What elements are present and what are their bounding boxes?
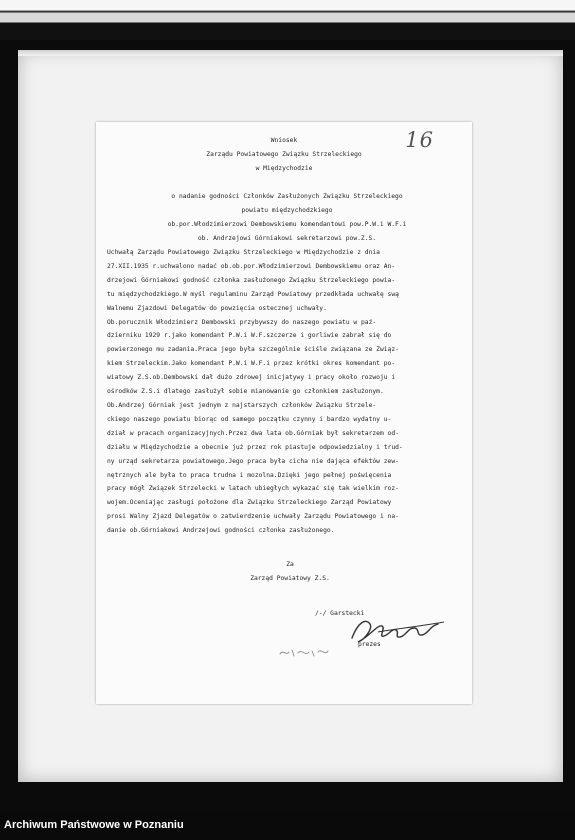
body-line: Ob.Andrzej Górniak jest jednym z najstarszych członków Związku Strzele- xyxy=(107,401,377,409)
body-line: wiatowy Z.S.ob.Dembowski dał dużo zdrowej inicjatywy i pracy około rozwoju i xyxy=(107,374,396,382)
body-line: prosi Walny Zjazd Delegatów o zatwierdzenie uchwały Zarządu Powiatowego i na- xyxy=(107,513,399,521)
typed-document xyxy=(96,122,472,704)
body-line: dzierniku 1929 r.jako komendant P.W.i W.F.szczerze i gorliwie zabrał się do xyxy=(107,332,392,340)
document-body xyxy=(107,246,462,538)
closing-block xyxy=(240,558,340,586)
body-line: kiem Strzeleckim.Jako komendant P.W.i W.F.i przez krótki okres komendant po- xyxy=(107,360,396,368)
archive-footer: Archiwum Państwowe w Poznaniu xyxy=(0,810,575,840)
subject-line: o nadanie godności Członków Zasłużonych Związku Strzeleckiego xyxy=(171,193,403,200)
body-line: pracy mógł Związek Strzelecki w latach ubiegłych wykazać się tak wielkim roz- xyxy=(107,485,399,493)
page-number: 16 xyxy=(405,128,434,152)
closing-line: Zarząd Powiatowy Z.S. xyxy=(250,574,330,582)
body-line: powierzonego mu zadania.Praca jego była szczególnie ściśle związana ze Związ- xyxy=(107,346,399,354)
body-line: Ob.porucznik Włodzimierz Dembowski przybywszy do naszego powiatu w paź- xyxy=(107,318,377,326)
body-line: nętrznych ale była to praca trudna i mozolna.Dzięki jego pełnej poświęcenia xyxy=(107,471,392,479)
body-line: dział w pracach organizacyjnych.Przez dwa lata ob.Górniak był sekretarzem od- xyxy=(107,429,399,437)
closing-line: Za xyxy=(286,561,294,568)
body-line: ośrodków Z.S.i dlatego zasłużył sobie mianowanie go członkiem zasłużonym. xyxy=(107,388,384,396)
body-line: ny urząd sekretarza powiatowego.Jego praca była cicha nie dająca efektów zew- xyxy=(107,457,399,465)
body-line: danie ob.Górniakowi Andrzejowi godności członka zasłużonego. xyxy=(107,527,335,535)
page-fold xyxy=(18,50,563,56)
subject-line: powiatu międzychodzkiego xyxy=(241,206,333,214)
header-line: Wniosek xyxy=(270,137,298,144)
body-line: tu międzychodzkiego.W myśl regulaminu Zarząd Powiatowy przedkłada uchwałę swą xyxy=(107,290,399,298)
handwritten-note xyxy=(278,644,330,660)
document-header xyxy=(96,128,472,176)
body-line: ckiego naszego powiatu biorąc od samego początku czynny i bardzo wydatny u- xyxy=(107,415,392,423)
header-line: Zarządu Powiatowego Związku Strzeleckiego xyxy=(206,150,362,158)
signatory-name: /-/ Garstecki xyxy=(315,610,365,617)
body-line: działu w Międzychodzie a obecnie już przez rok piastuje odpowiedzialny i trud- xyxy=(107,443,403,451)
subject-line: ob. Andrzejowi Górniakowi sekretarzowi pow.Z.S. xyxy=(197,234,377,242)
body-line: Uchwałą Zarządu Powiatowego Związku Strzeleckiego w Międzychodzie z dnia xyxy=(107,249,380,256)
body-line: drzejowi Górniakowi godność członka zasłużonego Związku Strzeleckiego powia- xyxy=(107,276,396,284)
subject-line: ob.por.Włodzimierzowi Dembowskiemu komendantowi pow.P.W.i W.F.i xyxy=(167,220,407,228)
signatory-role: prezes xyxy=(358,641,381,648)
body-line: Walnemu Zjazdowi Delegatów do powzięcia ostecznej uchwały. xyxy=(107,304,327,312)
header-line: w Międzychodzie xyxy=(255,164,313,172)
body-line: 27.XII.1935 r.uchwalono nadać ob.ob.por.Włodzimierzowi Dembowskiemu oraz An- xyxy=(107,262,396,270)
document-subject xyxy=(112,190,462,246)
body-line: wojem.Oceniając zasługi położone dla Związku Strzeleckiego Zarząd Powiatowy xyxy=(107,499,392,507)
